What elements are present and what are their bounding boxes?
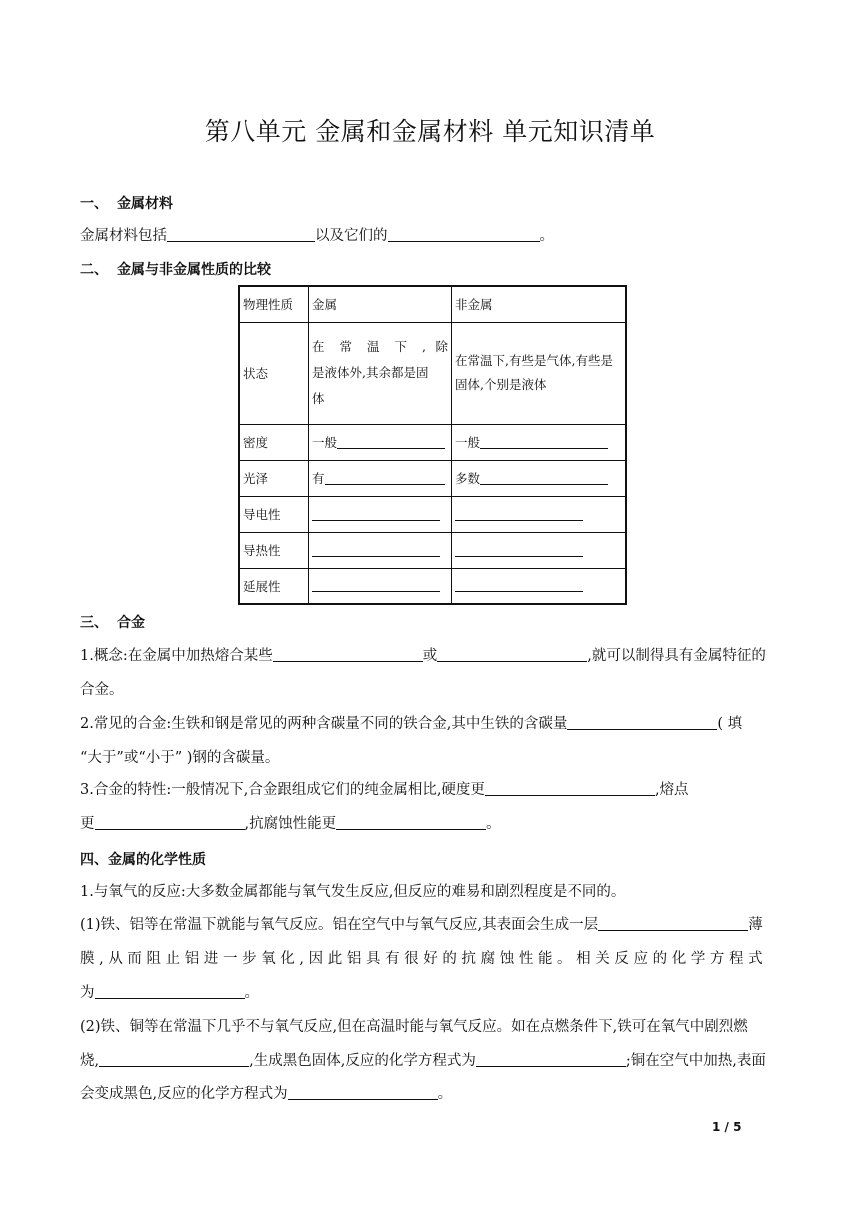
table-row: [239, 424, 626, 460]
text: 。: [539, 228, 554, 244]
alloy-property-line: [80, 780, 780, 800]
fill-blank[interactable]: [312, 578, 440, 592]
section-3-number: 三、: [80, 615, 108, 631]
fill-blank[interactable]: [388, 226, 540, 242]
table-header-cell: 金属: [309, 286, 452, 322]
alloy-concept-line-2: [80, 680, 780, 700]
text: 薄: [748, 917, 763, 933]
cell-text: 有: [312, 471, 325, 486]
table-header-cell: 物理性质: [239, 286, 309, 322]
common-alloy-line-2: [80, 748, 780, 768]
text: 以及它们的: [315, 228, 388, 244]
text: 3.合金的特性:一般情况下,合金跟组成它们的纯金属相比,硬度更: [80, 782, 485, 798]
text: 烧,: [80, 1053, 100, 1069]
text: 1.与氧气的反应:大多数金属都能与氧气发生反应,但反应的难易和剧烈程度是不同的。: [80, 884, 626, 900]
section-1-heading: [80, 193, 173, 213]
table-cell: [309, 322, 452, 424]
fill-blank[interactable]: [455, 543, 583, 557]
text: ,抗腐蚀性能更: [244, 816, 337, 832]
section-2-heading: [80, 259, 271, 279]
fill-blank[interactable]: [288, 1084, 438, 1100]
text: (1)铁、铝等在常温下就能与氧气反应。铝在空气中与氧气反应,其表面会生成一层: [80, 917, 599, 933]
table-cell: [452, 322, 627, 424]
aluminum-line-2: [80, 949, 780, 969]
oxygen-reaction-line: [80, 882, 780, 902]
text: 金属材料包括: [80, 228, 167, 244]
text: 1.概念:在金属中加热熔合某些: [80, 648, 273, 664]
fill-blank[interactable]: [567, 714, 717, 730]
table-row-label: 延展性: [239, 568, 309, 604]
fill-blank[interactable]: [273, 646, 423, 662]
table-row-label: 导热性: [239, 532, 309, 568]
section-1-number: 一、: [80, 196, 108, 212]
table-row-label: 状态: [239, 322, 309, 424]
text: ( 填: [717, 716, 743, 732]
text: ;铜在空气中加热,表面: [625, 1053, 766, 1069]
section-3-heading: [80, 612, 145, 632]
table-cell: [309, 568, 452, 604]
text: 。: [486, 816, 501, 832]
fill-blank[interactable]: [95, 814, 245, 830]
table-row: [239, 568, 626, 604]
fill-blank[interactable]: [99, 1051, 249, 1067]
table-row-label: 密度: [239, 424, 309, 460]
fill-blank[interactable]: [336, 814, 486, 830]
fill-blank[interactable]: [337, 435, 445, 449]
iron-copper-line-3: [80, 1084, 780, 1104]
fill-blank[interactable]: [95, 983, 245, 999]
text: (2)铁、铜等在常温下几乎不与氧气反应,但在高温时能与氧气反应。如在点燃条件下,铁可在氧气中剧烈燃: [80, 1019, 748, 1035]
fill-blank[interactable]: [480, 435, 608, 449]
table-row-label: 光泽: [239, 460, 309, 496]
fill-blank[interactable]: [598, 915, 748, 931]
cell-text: 在常温下,有些是气体,有些是: [455, 353, 613, 368]
fill-blank[interactable]: [476, 1051, 626, 1067]
fill-blank[interactable]: [480, 471, 608, 485]
aluminum-line: [80, 915, 780, 935]
table-cell: [452, 532, 627, 568]
table-row: [239, 496, 626, 532]
text: 更: [80, 816, 95, 832]
table-cell: [309, 532, 452, 568]
table-row: [239, 322, 626, 424]
cell-text: 一般: [312, 435, 338, 450]
alloy-concept-line: [80, 646, 780, 666]
table-row: [239, 460, 626, 496]
table-row-label: 导电性: [239, 496, 309, 532]
section-2-title: 金属与非金属性质的比较: [117, 262, 271, 278]
text: 为: [80, 985, 95, 1001]
text: 。: [244, 985, 259, 1001]
table-cell: [309, 460, 452, 496]
fill-blank[interactable]: [312, 543, 440, 557]
table-header-cell: 非金属: [452, 286, 627, 322]
page-number: 1 / 5: [712, 1120, 742, 1134]
table-cell: [452, 568, 627, 604]
table-cell: [452, 424, 627, 460]
table-cell: [452, 460, 627, 496]
text: ,就可以制得具有金属特征的: [587, 648, 766, 664]
section-4-title: 四、金属的化学性质: [80, 852, 206, 868]
text: “大于”或“小于” )钢的含碳量。: [80, 750, 280, 766]
section-1-line: [80, 226, 780, 246]
iron-copper-line-2: [80, 1051, 780, 1071]
cell-text: 是液体外,其余都是固: [312, 365, 429, 380]
text: ,生成黑色固体,反应的化学方程式为: [249, 1053, 476, 1069]
iron-copper-line: [80, 1017, 780, 1037]
section-3-title: 合金: [117, 615, 145, 631]
table-cell: [309, 496, 452, 532]
table-row: [239, 286, 626, 322]
fill-blank[interactable]: [455, 507, 583, 521]
aluminum-line-3: [80, 983, 780, 1003]
fill-blank[interactable]: [312, 507, 440, 521]
cell-text: 在 常 温 下 , 除: [312, 339, 448, 354]
text: ,熔点: [654, 782, 689, 798]
text: 或: [422, 648, 438, 664]
text: 。: [437, 1086, 453, 1102]
text: 会变成黑色,反应的化学方程式为: [80, 1086, 288, 1102]
cell-text: 多数: [455, 471, 481, 486]
common-alloy-line: [80, 714, 780, 734]
fill-blank[interactable]: [485, 780, 655, 796]
section-1-title: 金属材料: [117, 196, 173, 212]
cell-text: 一般: [455, 435, 481, 450]
alloy-property-line-2: [80, 814, 780, 834]
text: 2.常见的合金:生铁和钢是常见的两种含碳量不同的铁合金,其中生铁的含碳量: [80, 716, 568, 732]
fill-blank[interactable]: [455, 578, 583, 592]
fill-blank[interactable]: [167, 226, 315, 242]
fill-blank[interactable]: [437, 646, 587, 662]
table-cell: [452, 496, 627, 532]
text: 膜 , 从 而 阻 止 铝 进 一 步 氧 化 , 因 此 铝 具 有 很 好 的 抗 腐 蚀 性 能 。 相 关 反 应 的 化 学 方 程 式: [80, 951, 763, 967]
section-4-heading: [80, 849, 206, 869]
cell-text: 固体,个别是液体: [455, 377, 547, 392]
text: 合金。: [80, 682, 124, 698]
page-title: 第八单元 金属和金属材料 单元知识清单: [204, 117, 656, 146]
table-row: [239, 532, 626, 568]
cell-text: 体: [312, 391, 325, 406]
fill-blank[interactable]: [325, 471, 445, 485]
table-cell: [309, 424, 452, 460]
section-2-number: 二、: [80, 262, 108, 278]
properties-table: [238, 285, 627, 605]
